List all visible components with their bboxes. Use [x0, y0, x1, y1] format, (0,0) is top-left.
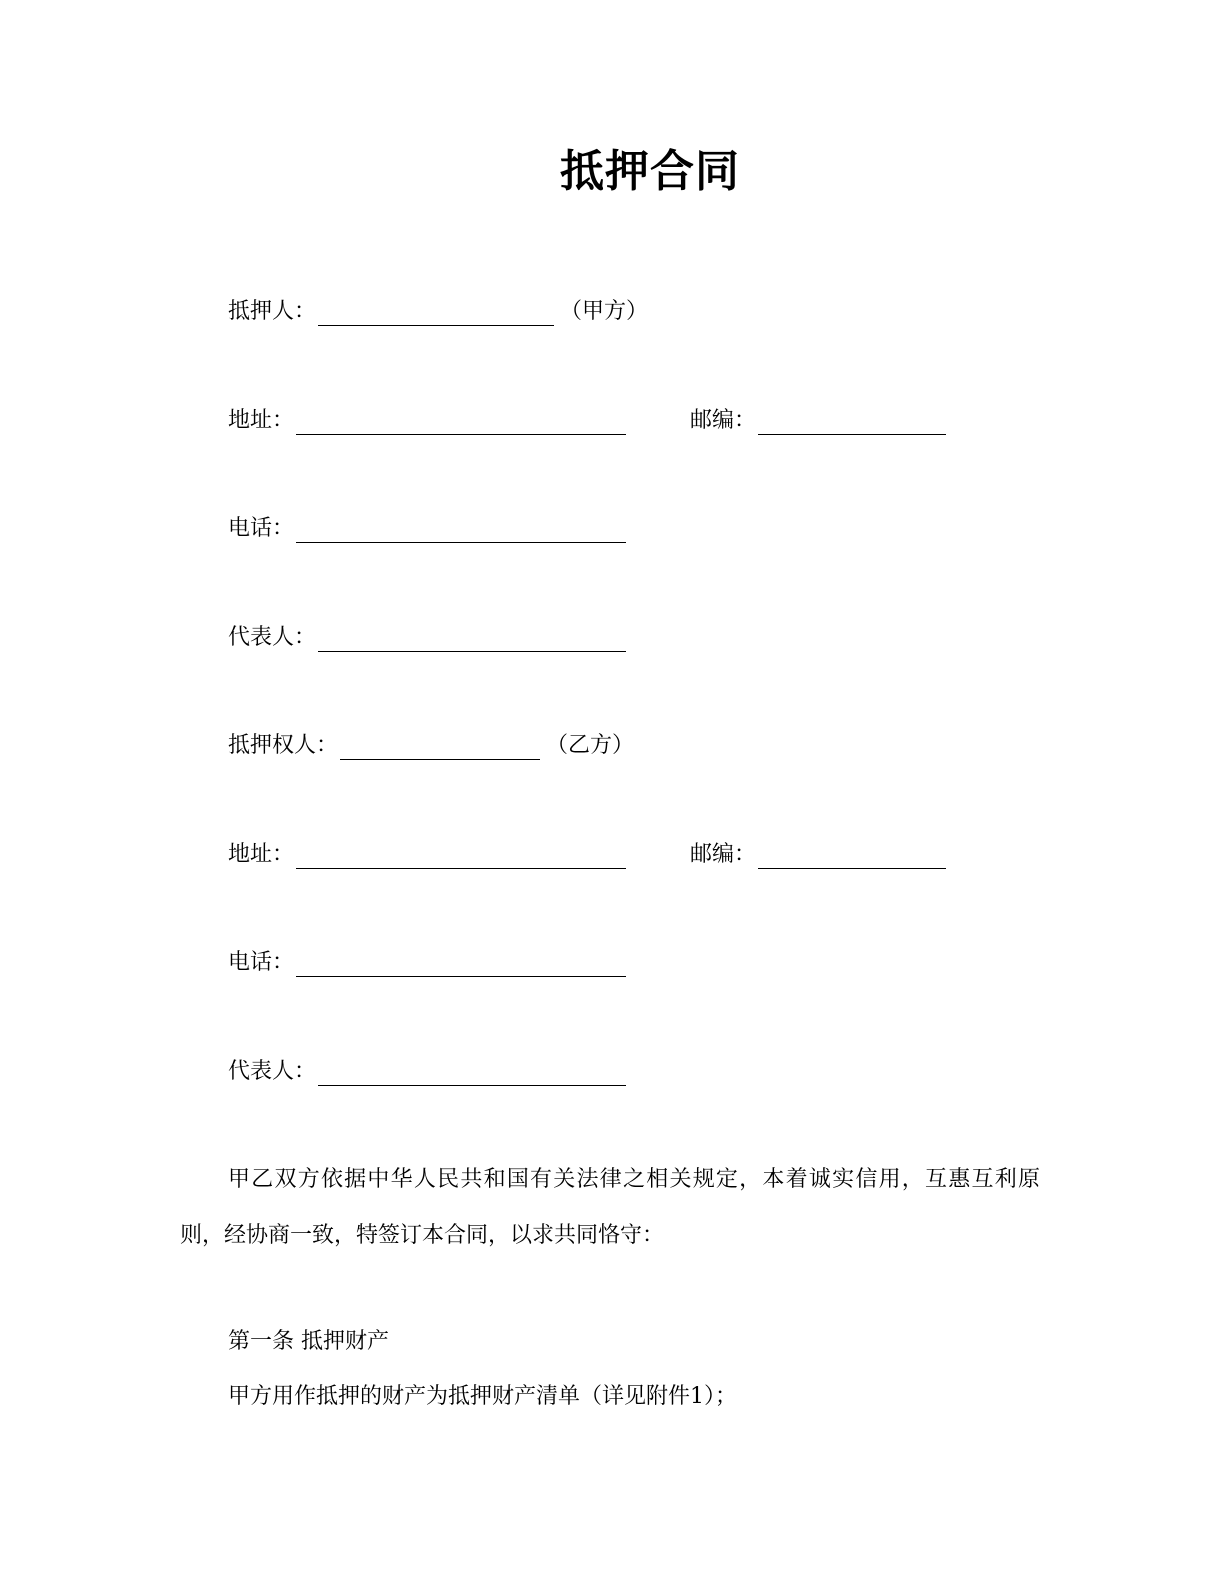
mortgagee-label: 抵押权人： — [228, 733, 339, 758]
representative-label: 代表人： — [228, 625, 317, 650]
mortgagor-label: 抵押人： — [228, 299, 317, 324]
phone-label: 电话： — [228, 516, 295, 541]
party-a-zip-field — [690, 407, 946, 435]
party-b-tag: （乙方） — [546, 733, 635, 758]
phone-label: 电话： — [228, 950, 295, 975]
party-a-phone-field — [228, 515, 626, 543]
document-title: 抵押合同 — [560, 146, 740, 197]
zip-label: 邮编： — [690, 842, 757, 867]
representative-label: 代表人： — [228, 1059, 317, 1084]
mortgagor-field — [228, 298, 648, 326]
party-b-address-field — [228, 841, 626, 869]
party-a-phone-blank[interactable] — [296, 520, 626, 543]
party-b-phone-blank[interactable] — [296, 954, 626, 977]
party-a-address-blank[interactable] — [296, 412, 626, 435]
party-b-representative-field — [228, 1058, 626, 1086]
address-label: 地址： — [228, 408, 295, 433]
party-b-zip-blank[interactable] — [758, 846, 946, 869]
party-a-zip-blank[interactable] — [758, 412, 946, 435]
party-b-representative-blank[interactable] — [318, 1063, 626, 1086]
party-a-address-field — [228, 407, 626, 435]
article-1-body: 甲方用作抵押的财产为抵押财产清单（详见附件1）； — [228, 1384, 737, 1409]
party-a-tag: （甲方） — [560, 299, 649, 324]
zip-label: 邮编： — [690, 408, 757, 433]
party-b-phone-field — [228, 949, 626, 977]
preamble-paragraph: 甲乙双方依据中华人民共和国有关法律之相关规定，本着诚实信用，互惠互利原则，经协商一致，特签订本合同，以求共同恪守： — [180, 1167, 1040, 1248]
party-a-representative-blank[interactable] — [318, 629, 626, 652]
mortgagee-blank[interactable] — [340, 737, 540, 760]
party-b-zip-field — [690, 841, 946, 869]
article-1-heading: 第一条 抵押财产 — [228, 1329, 389, 1354]
mortgagee-field — [228, 732, 634, 760]
address-label: 地址： — [228, 842, 295, 867]
party-a-representative-field — [228, 624, 626, 652]
mortgagor-blank[interactable] — [318, 303, 554, 326]
party-b-address-blank[interactable] — [296, 846, 626, 869]
